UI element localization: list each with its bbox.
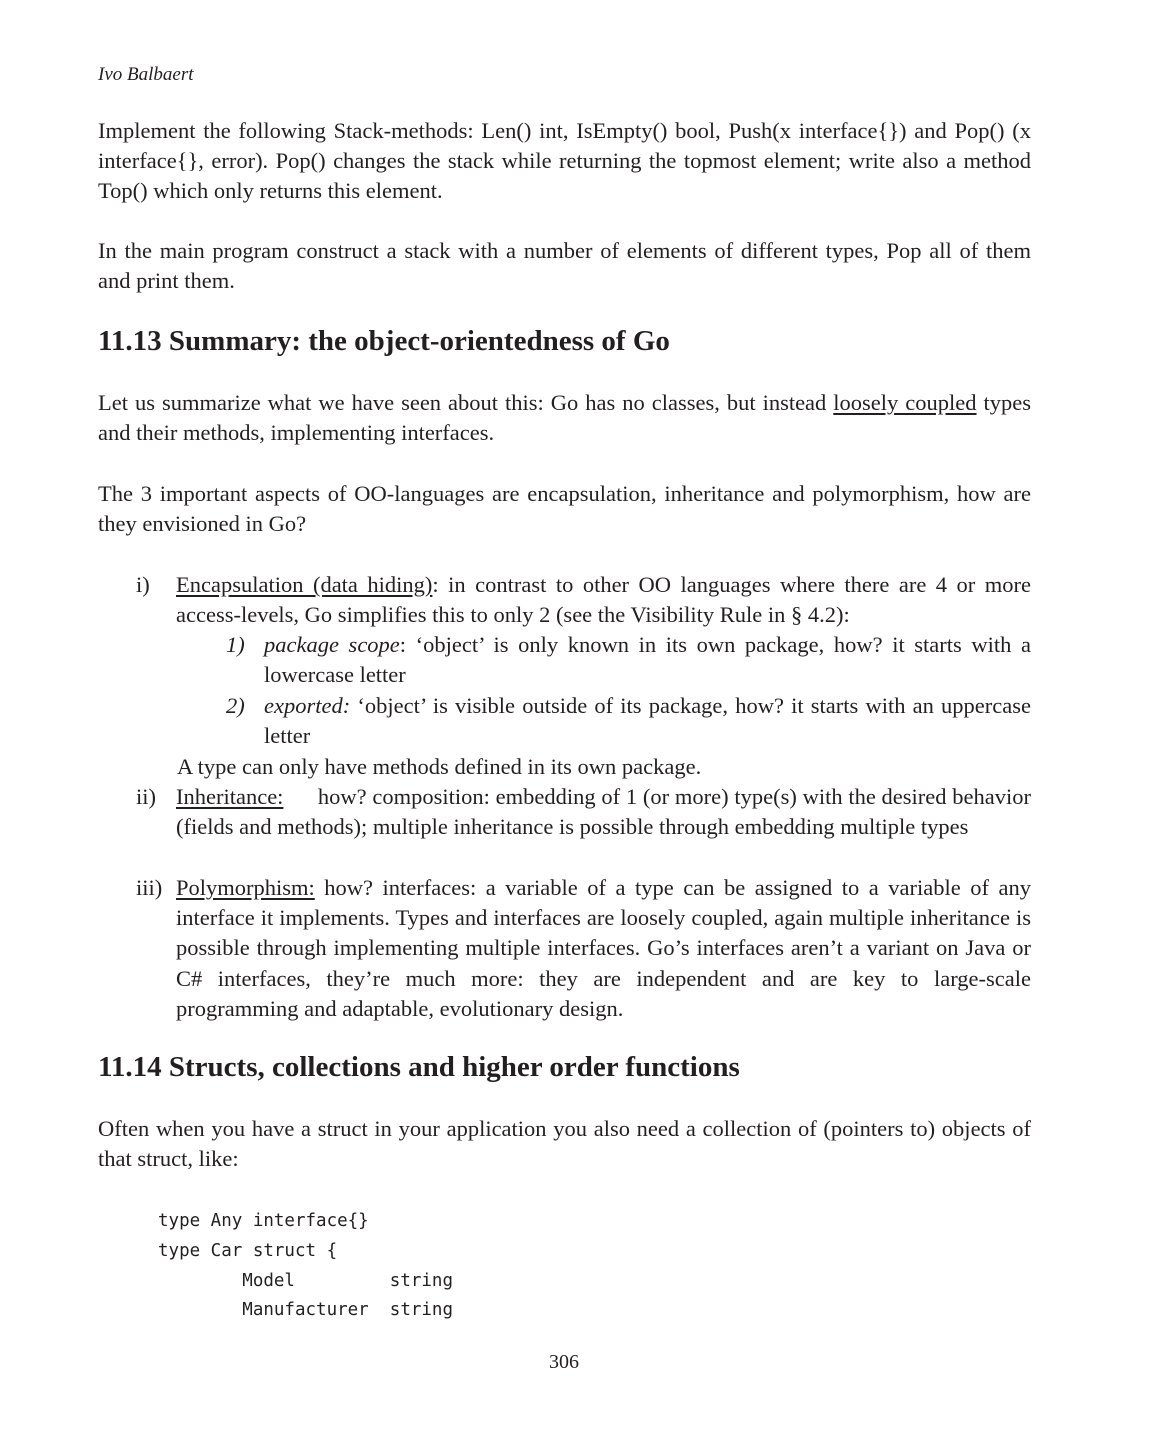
- list-marker: ii): [136, 784, 156, 809]
- list-text: how? composition: embedding of 1 (or more) type(s) with the desired behavior (fields and methods); multiple inheritance is possible through embedding multiple types: [176, 784, 1037, 840]
- section-heading-11-14: 11.14 Structs, collections and higher order functions: [98, 1051, 740, 1083]
- sub-term: package scope: [264, 632, 400, 657]
- list-term: Encapsulation (data hiding): [176, 572, 433, 597]
- list-item-encapsulation: [136, 570, 1031, 630]
- sub-item-exported: [226, 691, 1031, 751]
- sub-text: : ‘object’ is only known in its own package, how? it starts with a lowercase letter: [264, 632, 1031, 688]
- list-text: : in contrast to other OO languages where there are 4 or more access-levels, Go simplifies this to only 2 (see the Visibility Rule in § 4.2):: [176, 572, 1031, 628]
- running-header: Ivo Balbaert: [98, 64, 194, 85]
- paragraph-oo-aspects: The 3 important aspects of OO-languages are encapsulation, inheritance and polymorphism, how are they envisioned in Go?: [98, 481, 1031, 537]
- sub-item-package-scope: [226, 630, 1031, 690]
- list-term: Inheritance:: [176, 784, 284, 809]
- sub-text: ‘object’ is visible outside of its package, how? it starts with an uppercase letter: [264, 693, 1031, 749]
- underlined-term: loosely coupled: [833, 390, 977, 415]
- code-block: type Any interface{} type Car struct { Model string Manufacturer string: [158, 1211, 454, 1321]
- sub-marker: 1): [226, 632, 245, 657]
- list-text: how? interfaces: a variable of a type can be assigned to a variable of any interface it implements. Types and interfaces are loosely coupled, again multiple inheritance is possible through implementing multiple interfaces. Go’s interfaces aren’t a variant on Java or C# interfaces, they’re much more: they are independent and are key to large-scale programming and adaptable, evolutionary design.: [176, 875, 1031, 1021]
- list-item-polymorphism: [136, 873, 1031, 1024]
- text: Let us summarize what we have seen about this: Go has no classes, but instead: [98, 390, 834, 415]
- paragraph-summary: [98, 388, 1031, 448]
- section-heading-11-13: 11.13 Summary: the object-orientedness of Go: [98, 325, 670, 357]
- list-term: Polymorphism:: [176, 875, 315, 900]
- page-number: 306: [549, 1351, 579, 1373]
- paragraph-main-program: In the main program construct a stack with a number of elements of different types, Pop all of them and print them.: [98, 238, 1031, 294]
- paragraph-stack-methods: Implement the following Stack-methods: Len() int, IsEmpty() bool, Push(x interface{}) and Pop() (x interface{}, error). Pop() changes the stack while returning the topmost element; write also a method Top() which only returns this element.: [98, 118, 1031, 204]
- sub-marker: 2): [226, 693, 245, 718]
- list-marker: i): [136, 572, 150, 597]
- list-item-inheritance: [136, 782, 1037, 842]
- list-note: A type can only have methods defined in its own package.: [177, 754, 702, 779]
- sub-term: exported:: [264, 693, 351, 718]
- paragraph-collections: Often when you have a struct in your application you also need a collection of (pointers to) objects of that struct, like:: [98, 1116, 1031, 1172]
- list-marker: iii): [136, 875, 163, 900]
- text: types and their methods, implementing interfaces.: [98, 390, 1031, 446]
